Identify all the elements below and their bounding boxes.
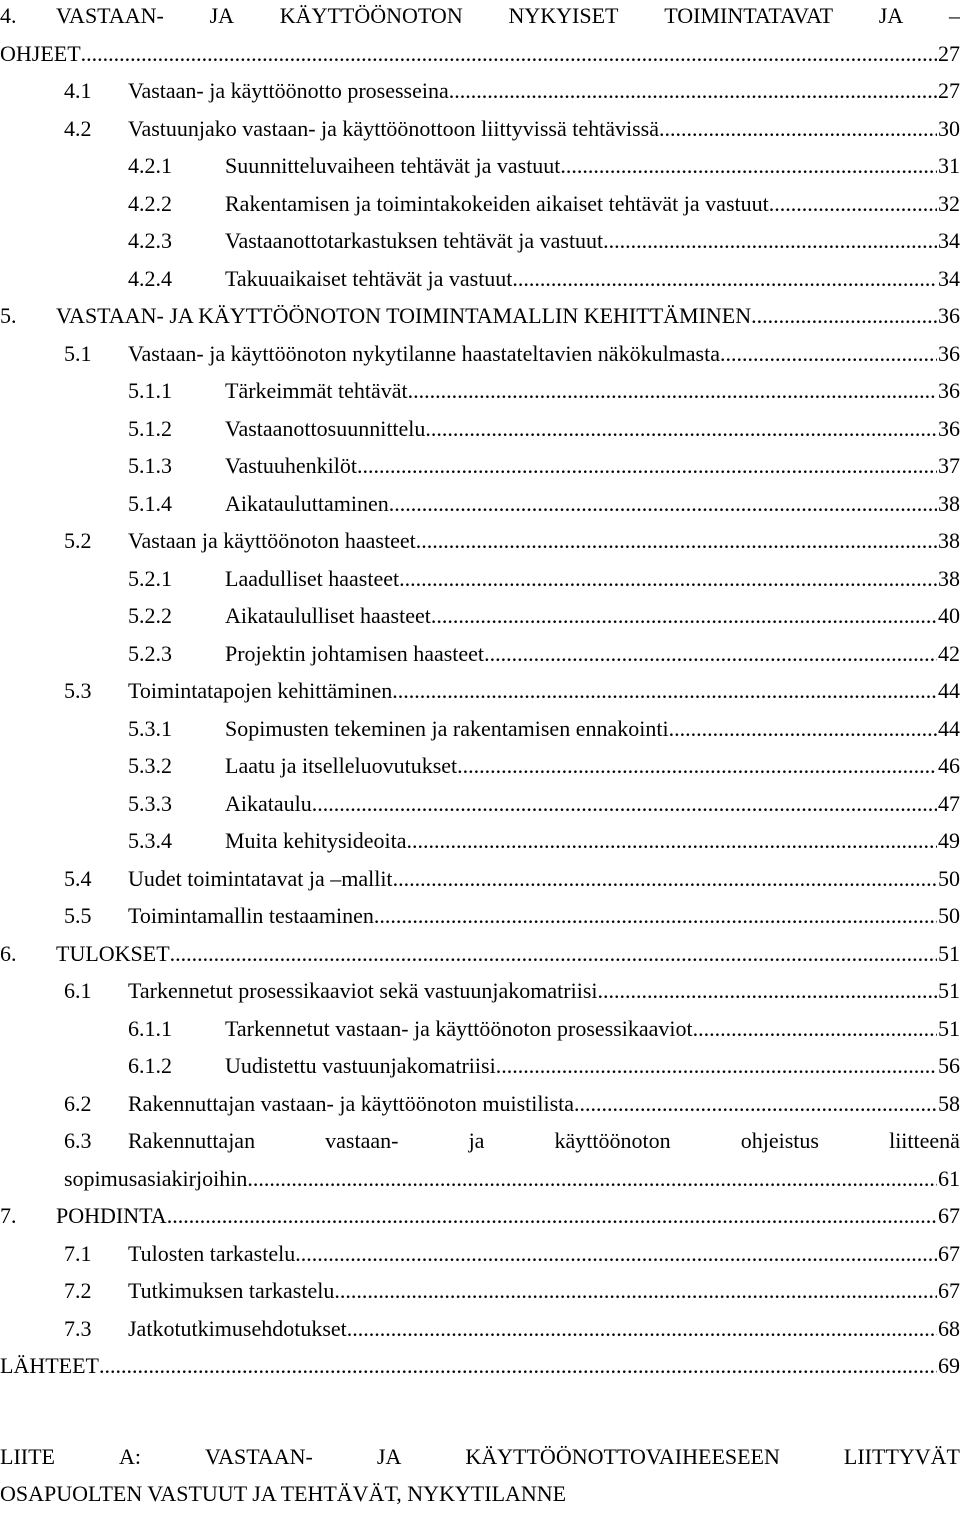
toc-entry[interactable] (0, 376, 960, 406)
toc-entry-title: Tarkennetut prosessikaaviot sekä vastuunjakomatriisi (128, 978, 598, 1003)
toc-entry[interactable] (0, 1314, 960, 1344)
toc-entry[interactable] (0, 601, 960, 631)
toc-entry-word: ja (468, 1128, 485, 1153)
toc-entry-number: 6. (0, 940, 17, 966)
toc-leader-dots (357, 451, 937, 481)
toc-entry-number: 4.2.4 (128, 265, 172, 291)
toc-leader-dots (720, 339, 937, 369)
toc-leader-dots (449, 76, 937, 106)
toc-entry[interactable] (0, 301, 960, 331)
appendix-heading-text: OSAPUOLTEN VASTUUT JA TEHTÄVÄT, NYKYTILANNE (0, 1481, 567, 1506)
toc-entry-number: 5.2.1 (128, 565, 172, 591)
toc-entry-page: 36 (938, 415, 960, 441)
toc-leader-dots (81, 39, 937, 69)
toc-entry-number: 5.5 (64, 903, 92, 928)
toc-entry-page: 61 (938, 1165, 960, 1191)
toc-entry[interactable] (0, 1276, 960, 1306)
toc-entry-number: 4.2.1 (128, 153, 172, 178)
toc-entry-page: 46 (938, 753, 960, 778)
toc-entry-number: 5.1.2 (128, 415, 172, 441)
toc-leader-dots (574, 1089, 937, 1119)
toc-entry-page: 37 (938, 453, 960, 478)
toc-leader-dots (312, 789, 937, 819)
toc-entry-page: 27 (938, 78, 960, 103)
toc-entry-title: VASTAAN- JA KÄYTTÖÖNOTON TOIMINTAMALLIN KEHITTÄMINEN (56, 303, 752, 328)
toc-entry[interactable] (0, 1051, 960, 1081)
toc-entry-page: 44 (938, 715, 960, 741)
toc-leader-dots (425, 414, 937, 444)
toc-leader-dots (347, 1314, 937, 1344)
toc-entry-page: 32 (938, 190, 960, 216)
toc-entry-number: 6.1.2 (128, 1053, 172, 1078)
toc-entry-word: TOIMINTATAVAT (664, 3, 834, 28)
toc-leader-dots (457, 751, 937, 781)
toc-entry-number: 5.2.3 (128, 640, 172, 666)
toc-leader-dots (512, 264, 937, 294)
toc-leader-dots (598, 976, 937, 1006)
toc-entry-number: 7.3 (64, 1315, 92, 1341)
toc-entry-word: – (949, 3, 960, 28)
toc-entry-page: 51 (938, 978, 960, 1003)
toc-entry-title: Tärkeimmät tehtävät (225, 378, 408, 403)
toc-entry-word: vastaan- (325, 1128, 399, 1153)
appendix-heading-word: VASTAAN- (205, 1444, 313, 1469)
toc-leader-dots (484, 639, 937, 669)
toc-entry-number: 6.3 (64, 1128, 92, 1153)
toc-entry-number: 5.2.2 (128, 603, 172, 628)
toc-entry[interactable] (0, 976, 960, 1006)
toc-entry-title: Rakennuttajan vastaan- ja käyttöönoton muistilista (128, 1090, 575, 1116)
toc-entry[interactable] (0, 114, 960, 144)
toc-entry-number: 4.2 (64, 115, 92, 141)
toc-entry[interactable] (0, 264, 960, 294)
toc-entry-title: Tarkennetut vastaan- ja käyttöönoton prosessikaaviot (225, 1015, 693, 1041)
toc-entry[interactable] (0, 1201, 960, 1231)
toc-entry-title: Tutkimuksen tarkastelu (128, 1278, 335, 1303)
toc-entry-page: 38 (938, 565, 960, 591)
toc-entry-wrap-line (0, 1126, 960, 1156)
toc-entry[interactable] (0, 1014, 960, 1044)
toc-entry-page: 40 (938, 603, 960, 628)
toc-entry-number: 7. (0, 1203, 17, 1228)
toc-entry-title: Toimintatapojen kehittäminen (128, 678, 393, 703)
toc-entry[interactable] (0, 1351, 960, 1381)
toc-entry-page: 36 (938, 378, 960, 403)
toc-entry[interactable] (0, 151, 960, 181)
toc-entry-title: Rakentamisen ja toimintakokeiden aikaiset tehtävät ja vastuut (225, 190, 769, 216)
toc-entry[interactable] (0, 789, 960, 819)
toc-leader-dots (496, 1051, 937, 1081)
toc-entry-title-justified (128, 1126, 960, 1156)
toc-entry-page: 67 (938, 1240, 960, 1266)
toc-entry-page: 50 (938, 865, 960, 891)
toc-entry-page: 34 (938, 228, 960, 253)
toc-leader-dots (693, 1014, 937, 1044)
toc-entry-number: 5.1 (64, 340, 92, 366)
appendix-heading-word: JA (376, 1444, 402, 1469)
toc-entry-page: 36 (938, 303, 960, 328)
toc-entry-title-justified (56, 1, 960, 31)
toc-entry-title: Vastuunjako vastaan- ja käyttöönottoon liittyvissä tehtävissä (128, 115, 659, 141)
toc-leader-dots (334, 1276, 937, 1306)
toc-entry[interactable] (0, 1239, 960, 1269)
toc-entry[interactable] (0, 676, 960, 706)
toc-entry-page: 68 (938, 1315, 960, 1341)
toc-entry-title: Vastaan- ja käyttöönotto prosesseina (128, 78, 449, 103)
toc-entry-title: Takuuaikaiset tehtävät ja vastuut (225, 265, 513, 291)
toc-entry-title: Toimintamallin testaaminen (128, 903, 374, 928)
toc-entry-number: 5.2 (64, 528, 92, 553)
toc-entry-page: 30 (938, 115, 960, 141)
toc-entry-page: 31 (938, 153, 960, 178)
toc-entry-title: Vastaanottotarkastuksen tehtävät ja vastuut (225, 228, 604, 253)
toc-entry-number: 5.3.4 (128, 828, 172, 853)
toc-entry-number: 5.3.3 (128, 790, 172, 816)
toc-leader-dots (247, 1164, 937, 1194)
toc-entry-number: 5.4 (64, 865, 92, 891)
toc-entry-number: 4.2.2 (128, 190, 172, 216)
toc-entry[interactable] (0, 39, 960, 69)
toc-entry-title: Aikataulu (225, 790, 312, 816)
toc-leader-dots (560, 151, 937, 181)
toc-entry-page: 56 (938, 1053, 960, 1078)
toc-entry[interactable] (0, 451, 960, 481)
toc-entry-page: 36 (938, 340, 960, 366)
toc-entry-page: 49 (938, 828, 960, 853)
toc-leader-dots (603, 226, 937, 256)
toc-entry-page: 27 (938, 40, 960, 66)
toc-entry[interactable] (0, 414, 960, 444)
toc-entry-title: Vastaan ja käyttöönoton haasteet (128, 528, 416, 553)
toc-leader-dots (769, 189, 937, 219)
toc-entry-title: Suunnitteluvaiheen tehtävät ja vastuut (225, 153, 561, 178)
toc-entry-number: 7.2 (64, 1278, 92, 1303)
toc-entry-number: 5.3.1 (128, 715, 172, 741)
toc-entry[interactable] (0, 751, 960, 781)
toc-entry[interactable] (0, 901, 960, 931)
toc-entry[interactable] (0, 939, 960, 969)
toc-leader-dots (406, 826, 937, 856)
toc-entry-title: Sopimusten tekeminen ja rakentamisen ennakointi (225, 715, 669, 741)
toc-entry-page: 38 (938, 490, 960, 516)
toc-entry-page: 42 (938, 640, 960, 666)
toc-leader-dots (669, 714, 937, 744)
toc-entry[interactable] (0, 714, 960, 744)
toc-entry[interactable] (0, 339, 960, 369)
toc-entry-number: 5. (0, 303, 17, 328)
toc-entry-page: 44 (938, 678, 960, 703)
toc-entry[interactable] (0, 1089, 960, 1119)
toc-entry-title: Aikatauluttaminen (225, 490, 389, 516)
toc-entry-number: 7.1 (64, 1240, 92, 1266)
toc-entry-wrap-line (0, 1, 960, 31)
toc-leader-dots (392, 676, 937, 706)
toc-entry-word: Rakennuttajan (128, 1128, 256, 1153)
toc-entry-word: käyttöönoton (554, 1128, 671, 1153)
toc-entry-page: 34 (938, 265, 960, 291)
toc-entry-title: Jatkotutkimusehdotukset (128, 1315, 347, 1341)
toc-entry-title: Laadulliset haasteet (225, 565, 400, 591)
toc-entry-title: TULOKSET (56, 940, 170, 966)
toc-entry-number: 5.3 (64, 678, 92, 703)
appendix-heading-word: A: (119, 1444, 141, 1469)
toc-leader-dots (389, 489, 937, 519)
toc-entry[interactable] (0, 639, 960, 669)
toc-entry-page: 50 (938, 903, 960, 928)
toc-entry-word: ohjeistus (740, 1128, 819, 1153)
appendix-heading-word: KÄYTTÖÖNOTTOVAIHEESEEN (465, 1444, 780, 1469)
toc-entry-number: 5.3.2 (128, 753, 172, 778)
toc-entry[interactable] (0, 189, 960, 219)
toc-entry-page: 67 (938, 1203, 960, 1228)
toc-leader-dots (170, 939, 937, 969)
toc-leader-dots (659, 114, 937, 144)
toc-leader-dots (431, 601, 937, 631)
toc-entry-title: LÄHTEET (0, 1353, 99, 1378)
toc-leader-dots (99, 1351, 937, 1381)
appendix-heading-line-2 (0, 1479, 960, 1509)
toc-leader-dots (167, 1201, 937, 1231)
toc-entry-title: Projektin johtamisen haasteet (225, 640, 485, 666)
toc-leader-dots (399, 564, 937, 594)
appendix-heading-word: LIITTYVÄT (843, 1444, 960, 1469)
appendix-heading-word: LIITE (0, 1444, 55, 1469)
toc-leader-dots (374, 901, 937, 931)
toc-entry-title: Uudistettu vastuunjakomatriisi (225, 1053, 496, 1078)
toc-entry[interactable] (0, 564, 960, 594)
toc-entry-title: Uudet toimintatavat ja –mallit (128, 865, 393, 891)
toc-entry[interactable] (0, 864, 960, 894)
toc-entry-page: 67 (938, 1278, 960, 1303)
toc-entry-word: JA (878, 3, 904, 28)
toc-entry-title: POHDINTA (56, 1203, 167, 1228)
toc-entry-title: Laatu ja itselleluovutukset (225, 753, 458, 778)
toc-entry-word: KÄYTTÖÖNOTON (279, 3, 463, 28)
toc-entry-page: 69 (938, 1353, 960, 1378)
toc-entry-word: JA (209, 3, 235, 28)
toc-entry[interactable] (0, 826, 960, 856)
toc-entry-word: liitteenä (889, 1128, 960, 1153)
toc-entry-number: 4.2.3 (128, 228, 172, 253)
toc-entry-page: 51 (938, 940, 960, 966)
toc-entry-title: Aikataululliset haasteet (225, 603, 431, 628)
toc-leader-dots (295, 1239, 937, 1269)
toc-entry[interactable] (0, 526, 960, 556)
toc-entry-number: 6.1 (64, 978, 92, 1003)
toc-entry-title: sopimusasiakirjoihin (64, 1165, 248, 1191)
toc-entry-word: VASTAAN- (56, 3, 164, 28)
toc-entry-number: 5.1.3 (128, 453, 172, 478)
toc-entry-title: Vastuuhenkilöt (225, 453, 357, 478)
toc-entry-number: 6.1.1 (128, 1015, 172, 1041)
toc-leader-dots (408, 376, 937, 406)
toc-entry-number: 4.1 (64, 78, 92, 103)
toc-entry-number: 5.1.4 (128, 490, 172, 516)
toc-entry[interactable] (64, 1164, 960, 1194)
toc-entry-number: 6.2 (64, 1090, 92, 1116)
toc-leader-dots (393, 864, 937, 894)
toc-leader-dots (416, 526, 937, 556)
toc-entry[interactable] (0, 489, 960, 519)
toc-entry[interactable] (0, 226, 960, 256)
appendix-heading-line-1 (0, 1442, 960, 1472)
toc-entry-page: 51 (938, 1015, 960, 1041)
toc-entry-title: Muita kehitysideoita (225, 828, 407, 853)
toc-entry-page: 58 (938, 1090, 960, 1116)
toc-entry-word: NYKYISET (508, 3, 619, 28)
toc-entry-page: 47 (938, 790, 960, 816)
toc-entry-title: Tulosten tarkastelu (128, 1240, 296, 1266)
toc-entry-title: Vastaan- ja käyttöönoton nykytilanne haastateltavien näkökulmasta (128, 340, 720, 366)
toc-entry-title: Vastaanottosuunnittelu (225, 415, 426, 441)
toc-entry-page: 38 (938, 528, 960, 553)
toc-leader-dots (751, 301, 937, 331)
toc-entry-number: 4. (0, 3, 17, 28)
toc-entry-title: OHJEET (0, 40, 81, 66)
toc-entry[interactable] (0, 76, 960, 106)
toc-entry-number: 5.1.1 (128, 378, 172, 403)
